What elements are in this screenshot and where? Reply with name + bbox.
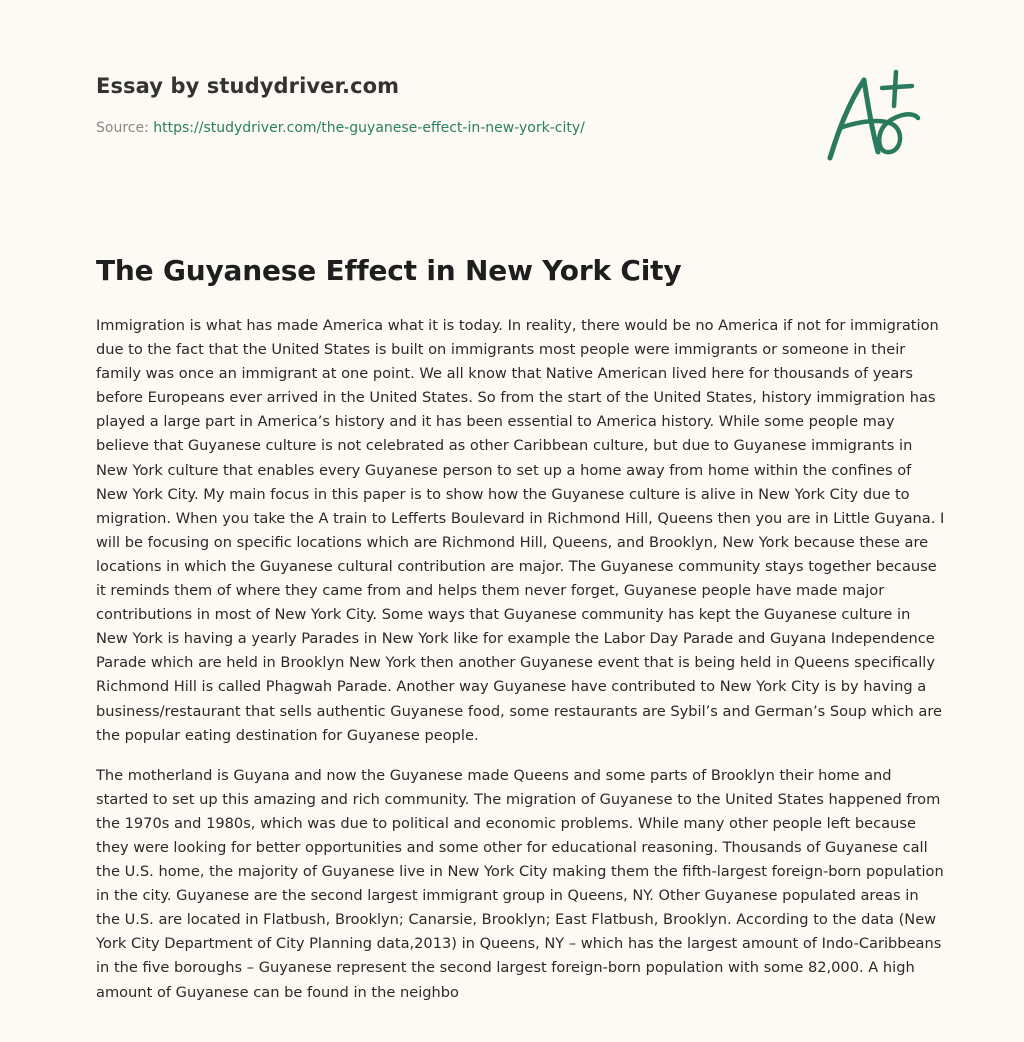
source-link[interactable]: https://studydriver.com/the-guyanese-effect-in-new-york-city/ [153,120,585,136]
essay-body [96,314,946,1034]
a-crossbar-loop [840,114,918,152]
essay-paragraph: Immigration is what has made America what it is today. In reality, there would be no America if not for immigration due to the fact that the United States is built on immigrants most people were immigrants or someone in their family was once an immigrant at one point. We all know that Native American lived here for thousands of years before Europeans ever arrived in the United States. So from the start of the United States, history immigration has played a large part in America’s history and it has been essential to America history. While some people may believe that Guyanese culture is not celebrated as other Caribbean culture, but due to Guyanese immigrants in New York culture that enables every Guyanese person to set up a home away from home within the confines of New York City. My main focus in this paper is to show how the Guyanese culture is alive in New York City due to migration. When you take the A train to Lefferts Boulevard in Richmond Hill, Queens then you are in Little Guyana. I will be focusing on specific locations which are Richmond Hill, Queens, and Brooklyn, New York because these are locations in which the Guyanese cultural contribution are major. The Guyanese community stays together because it reminds them of where they came from and helps them never forget, Guyanese people have made major contributions in most of New York City. Some ways that Guyanese community has kept the Guyanese culture in New York is having a yearly Parades in New York like for example the Labor Day Parade and Guyana Independence Parade which are held in Brooklyn New York then another Guyanese event that is being held in Queens specifically Richmond Hill is called Phagwah Parade. Another way Guyanese have contributed to New York City is by having a business/restaurant that sells authentic Guyanese food, some restaurants are Sybil’s and German’s Soup which are the popular eating destination for Guyanese people. [96,317,945,744]
plus-horizontal-stroke [882,86,912,88]
essay-paragraph: The motherland is Guyana and now the Guyanese made Queens and some parts of Brooklyn their home and started to set up this amazing and rich community. The migration of Guyanese to the United States happened from the 1970s and 1980s, which was due to political and economic problems. While many other people left because they were looking for better opportunities and some other for educational reasoning. Thousands of Guyanese call the U.S. home, the majority of Guyanese live in New York City making them the fifth-largest foreign-born population in the city. Guyanese are the second largest immigrant group in Queens, NY. Other Guyanese populated areas in the U.S. are located in Flatbush, Brooklyn; Canarsie, Brooklyn; East Flatbush, Brooklyn. According to the data (New York City Department of City Planning data,2013) in Queens, NY – which has the largest amount of Indo-Caribbeans in the five boroughs – Guyanese represent the second largest foreign-born population with some 82,000. A high amount of Guyanese can be found in the neighbo [96,766,944,1001]
essay-title: The Guyanese Effect in New York City [96,254,682,287]
source-line [96,120,796,136]
a-plus-logo-icon [820,66,930,166]
source-label: Source: [96,120,149,136]
a-left-stroke [830,80,864,158]
a-right-stroke [864,80,878,152]
essay-header [96,74,796,136]
site-brand: Essay by studydriver.com [96,74,400,98]
